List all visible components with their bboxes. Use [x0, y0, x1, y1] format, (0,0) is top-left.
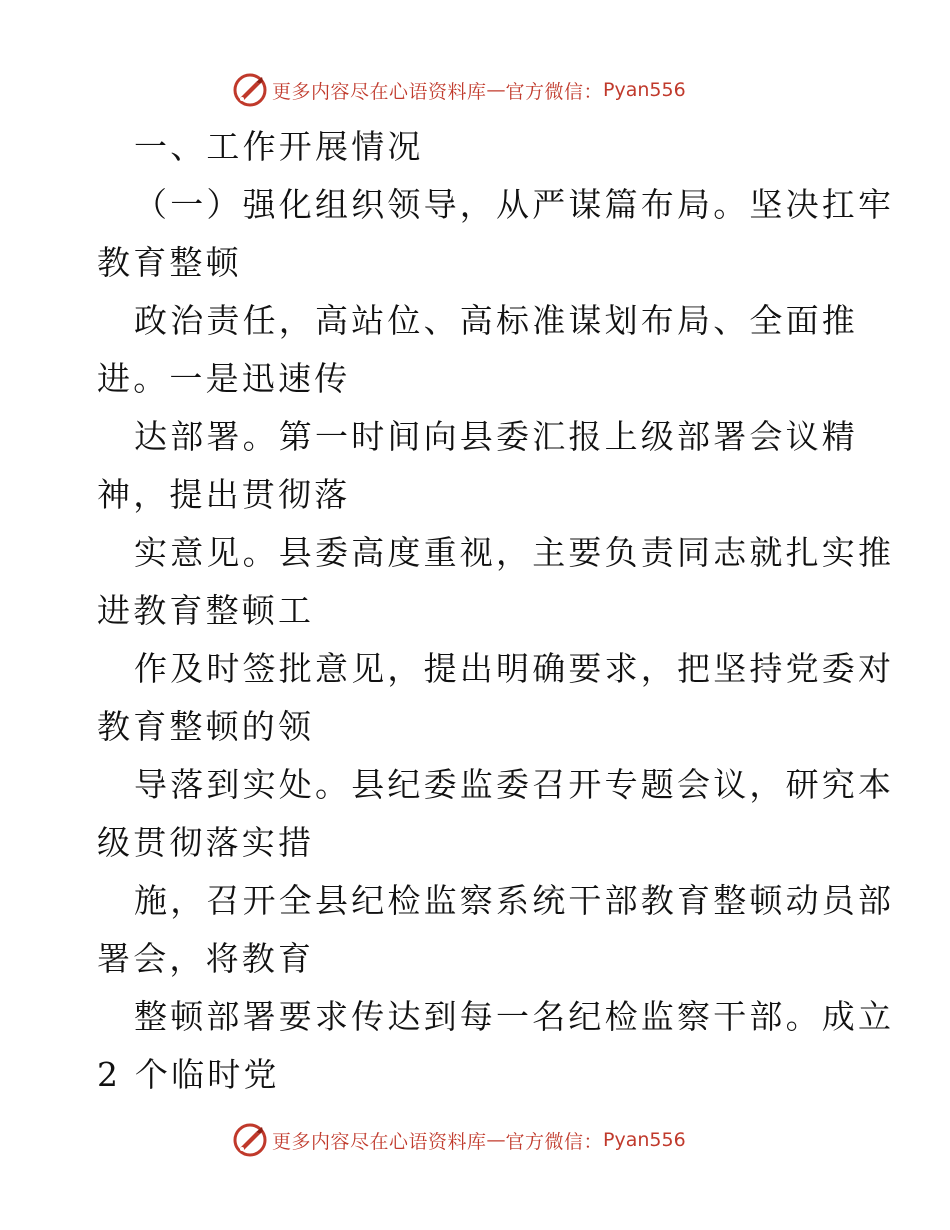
document-body: [97, 118, 895, 1104]
watermark-site-text: 更多内容尽在心语资料库: [272, 80, 487, 103]
paragraph-line: 实意见。县委高度重视，主要负责同志就扎实推: [134, 533, 895, 572]
paragraph-line: 整顿部署要求传达到每一名纪检监察干部。成立: [134, 997, 895, 1036]
paragraph-line: 进教育整顿工: [97, 591, 315, 630]
watermark-site-text: 更多内容尽在心语资料库: [272, 1130, 487, 1153]
paragraph-line: 级贯彻落实措: [97, 823, 315, 862]
paragraph-line: 神，提出贯彻落: [97, 475, 351, 514]
paragraph-line: 作及时签批意见，提出明确要求，把坚持党委对: [134, 649, 895, 688]
paragraph-line: 施，召开全县纪检监察系统干部教育整顿动员部: [134, 881, 895, 920]
paragraph-line: （一）强化组织领导，从严谋篇布局。坚决扛牢: [134, 185, 895, 224]
quill-pen-logo-icon: [232, 72, 268, 108]
paragraph-line: 进。一是迅速传: [97, 359, 351, 398]
paragraph-line: 署会，将教育: [97, 939, 315, 978]
watermark-wechat-id: Pyan556: [603, 79, 686, 101]
watermark-separator: —: [486, 79, 506, 101]
watermark-separator: —: [486, 1129, 506, 1151]
paragraph-line: 政治责任，高站位、高标准谋划布局、全面推: [134, 301, 858, 340]
watermark-wechat-label: 官方微信：: [505, 80, 604, 103]
header-watermark: [232, 72, 686, 108]
watermark-wechat-id: Pyan556: [603, 1129, 686, 1151]
paragraph-line: 导落到实处。县纪委监委召开专题会议，研究本: [134, 765, 895, 804]
paragraph-line: 教育整顿: [97, 243, 242, 282]
paragraph-line: 2 个临时党: [97, 1055, 280, 1094]
paragraph-line: 达部署。第一时间向县委汇报上级部署会议精: [134, 417, 858, 456]
paragraph-line: 教育整顿的领: [97, 707, 315, 746]
footer-watermark: [232, 1122, 686, 1158]
section-heading: 一、工作开展情况: [134, 127, 424, 166]
quill-pen-logo-icon: [232, 1122, 268, 1158]
watermark-wechat-label: 官方微信：: [505, 1130, 604, 1153]
